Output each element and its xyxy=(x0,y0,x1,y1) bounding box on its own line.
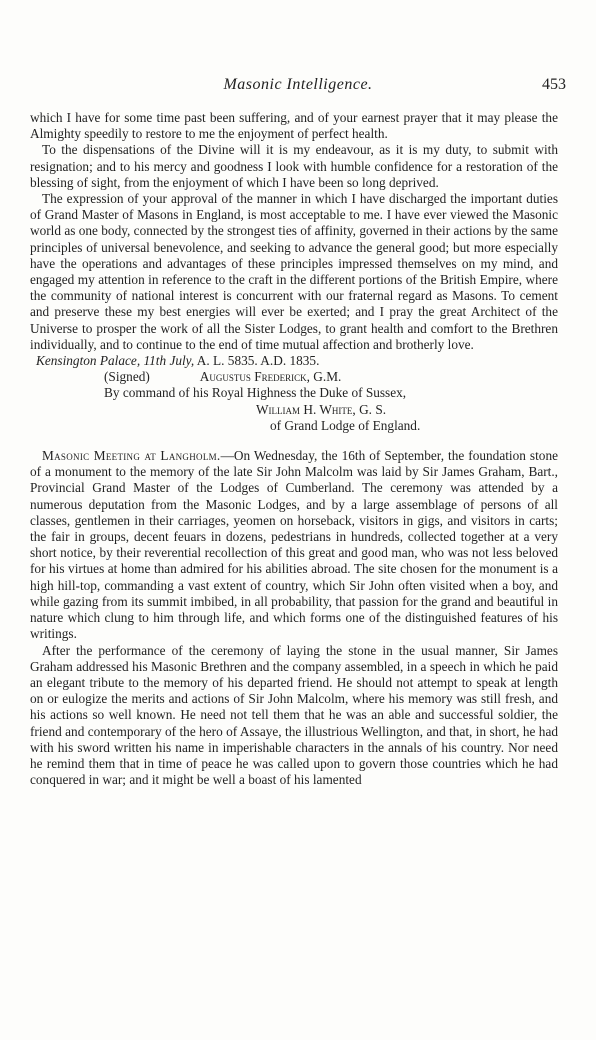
dateline-year: A. L. 5835. A.D. 1835. xyxy=(196,353,320,369)
article-paragraph-1 xyxy=(30,448,558,642)
command-line: By command of his Royal Highness the Duke of Sussex, xyxy=(104,385,407,401)
running-header xyxy=(28,76,568,98)
article-heading: Masonic Meeting at Langholm. xyxy=(42,448,221,464)
running-title: Masonic Intelligence. xyxy=(223,76,373,93)
signed-line xyxy=(30,369,558,385)
letter-paragraph-1: which I have for some time past been suffering, and of your earnest prayer that it may please the Almighty speedily to restore to me the enjoyment of perfect health. xyxy=(30,110,558,142)
letter-paragraph-2: To the dispensations of the Divine will it is my endeavour, as it is my duty, to submit with resignation; and to his mercy and goodness I look with humble confidence for a restoration of the blessing of sight, from the enjoyment of which I have been so long deprived. xyxy=(30,142,558,190)
page-number: 453 xyxy=(542,76,566,93)
letter-signoff xyxy=(30,353,558,434)
secretary-name: William H. White, G. S. xyxy=(256,401,387,417)
lodge-line: of Grand Lodge of England. xyxy=(270,417,421,433)
dateline xyxy=(30,353,558,369)
signed-label: (Signed) xyxy=(104,369,150,385)
dateline-place: Kensington Palace, 11th July, xyxy=(36,353,195,369)
signatory-name: Augustus Frederick, G.M. xyxy=(199,369,342,385)
article-paragraph-1-text: —On Wednesday, the 16th of September, the foundation stone of a monument to the memory of the late Sir John Malcolm was laid by Sir James Graham, Bart., Provincial Grand Master of the Lodges of Cumberland. The ceremony was attended by a numerous deputation from the Masonic Lodges, and by a large assemblage of persons of all classes, gentlemen in their carriages, yeomen on horseback, visitors in gigs, and visitors in carts; the fair in groups, decent feuars in dozens, pedestrians in hundreds, collected together at a very short notice, by their reverential recollection of this great and good man, who was not less beloved for his virtues at home than admired for his abilities abroad. The site chosen for the monument is a high hill-top, commanding a vast extent of country, which Sir John often visited when a boy, and while gazing from its summit imbibed, in all probability, that passion for the grand and beautiful in nature which clung to him through life, and which forms one of the distinguished features of his writings. xyxy=(30,448,558,642)
page-body xyxy=(30,110,558,788)
letter-paragraph-3: The expression of your approval of the manner in which I have discharged the important duties of Grand Master of Masons in England, is most acceptable to me. I have ever viewed the Masonic world as one body, connected by the strongest ties of affinity, governed in their actions by the same principles of universal benevolence, and seeking to advance the general good; but more especially have the operations and advantages of these principles impressed themselves on my mind, and engaged my attention in reference to the craft in the different portions of the British Empire, where the community of national interest is concurrent with our fraternal regard as Masons. To cement and preserve these my best energies will ever be exerted; and I pray the great Architect of the Universe to prosper the work of all the Sister Lodges, to grant health and comfort to the Brethren individually, and to continue to the end of time mutual affection and brotherly love. xyxy=(30,191,558,352)
article-paragraph-2: After the performance of the ceremony of laying the stone in the usual manner, Sir James Graham addressed his Masonic Brethren and the company assembled, in a speech in which he paid an elegant tribute to the memory of his departed friend. He should not attempt to speak at length on or eulogize the merits and actions of Sir John Malcolm, where his memory was still fresh, and his actions so well known. He need not tell them that he was an able and successful soldier, the friend and contemporary of the hero of Assaye, the illustrious Wellington, and that, in short, he had with his sword written his name in imperishable characters in the annals of his country. Nor need he remind them that in time of peace he was called upon to govern those countries which he had conquered in war; and it might be well a boast of his lamented xyxy=(30,642,558,788)
article-langholm xyxy=(30,448,558,788)
